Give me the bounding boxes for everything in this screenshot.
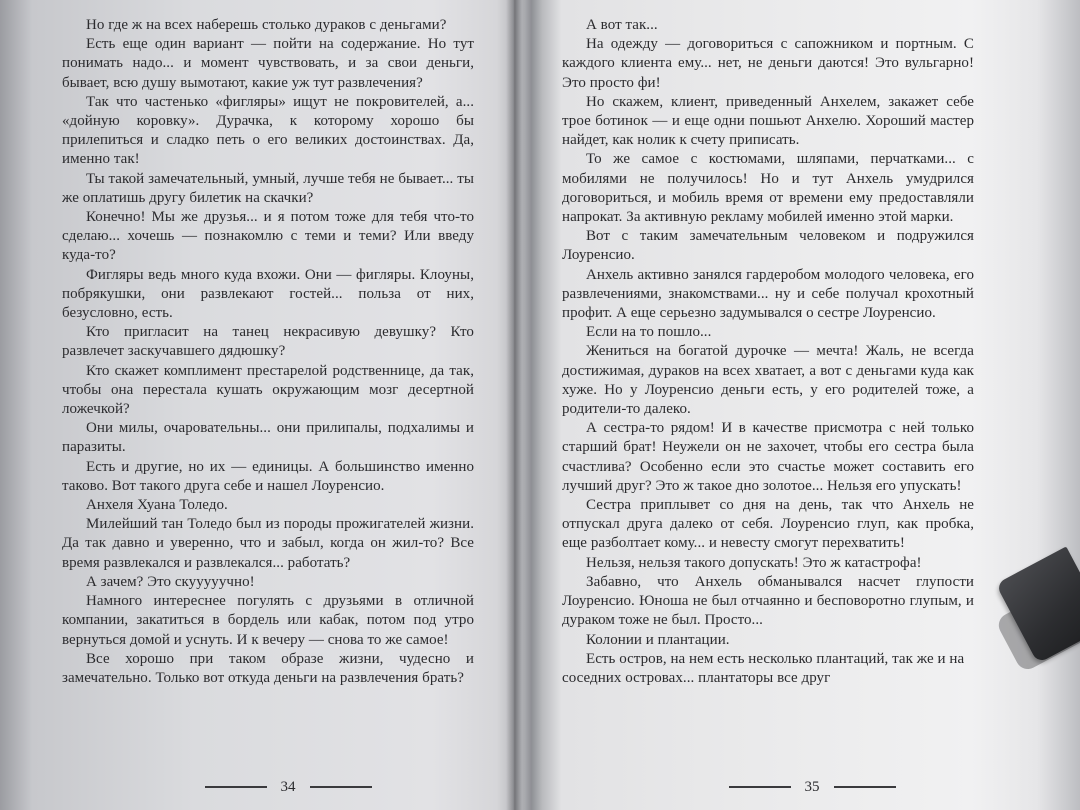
- right-page: [522, 0, 1058, 810]
- left-page: [0, 0, 506, 810]
- paragraph: Кто скажет комплимент престарелой родственнице, да так, чтобы она перестала кушать окружающим мозг десертной ложечкой?: [62, 362, 474, 418]
- paragraph: Кто пригласит на танец некрасивую девушку? Кто развлечет заскучавшего дядюшку?: [62, 324, 474, 360]
- paragraph: Если на то пошло...: [586, 324, 712, 341]
- right-page-footer: [692, 772, 932, 802]
- paragraph: Есть остров, на нем есть несколько плантаций, так же и на соседних островах... плантаторы все друг: [562, 650, 965, 686]
- page-number: 34: [280, 778, 296, 795]
- footer-rule: [205, 786, 267, 787]
- paragraph: А зачем? Это скууууучно!: [86, 573, 255, 590]
- paragraph: А вот так...: [586, 17, 658, 33]
- paragraph: Конечно! Мы же друзья... и я потом тоже для тебя что-то сделаю... хочешь — познакомлю с теми и теми? Или введу куда-то?: [62, 209, 474, 264]
- paragraph: А сестра-то рядом! И в качестве присмотра с ней только старший брат! Неужели он не захочет, чтобы его сестра была счастлива? Особенно если это счастье может составить его лучший друг? Это ж такое дно золотое... Нельзя его упускать!: [562, 420, 974, 494]
- paragraph: Милейший тан Толедо был из породы прожигателей жизни. Да так давно и уверенно, что и забыл, когда он жил-то? Все время развлекался и развлекался... работать?: [62, 516, 474, 571]
- left-page-footer: [168, 772, 408, 802]
- paragraph: Так что частенько «фигляры» ищут не покровителей, а... «дойную коровку». Дурачка, к которому хорошо бы прилепиться и сладко петь о его великих достоинствах. Да, именно так!: [62, 93, 474, 168]
- paragraph: Жениться на богатой дурочке — мечта! Жаль, не всегда достижимая, дураков на всех хватает, а вот с деньгами куда как хуже. Но у Лоуренсио деньги есть, у его родителей тоже, а родители-то далеко.: [562, 343, 974, 418]
- footer-rule: [310, 786, 372, 787]
- paragraph: Но где ж на всех наберешь столько дураков с деньгами?: [86, 17, 447, 33]
- left-page-text: [62, 16, 474, 688]
- paragraph: Анхель активно занялся гардеробом молодого человека, его развлечениями, знакомствами... ну и себе получал крохотный профит. А еще серьезно задумывался о сестре Лоуренсио.: [562, 266, 974, 322]
- paragraph: Анхеля Хуана Толедо.: [86, 497, 228, 514]
- paragraph: Есть еще один вариант — пойти на содержание. Но тут понимать надо... и момент чувствовать, и за свои деньги, бывает, всю душу вымотают, какие уж тут развлечения?: [62, 36, 474, 91]
- paragraph: То же самое с костюмами, шляпами, перчатками... с мобилями не получилось! Но и тут Анхель умудрился договориться, и мобиль время от времени ему предоставляли напрокат. За активную рекламу мобилей именно этой марки.: [562, 151, 974, 226]
- paragraph: Но скажем, клиент, приведенный Анхелем, закажет себе трое ботинок — и еще одни пошьют Анхелю. Хороший мастер найдет, как нолик к счету приписать.: [562, 93, 974, 149]
- paragraph: Колонии и плантации.: [586, 631, 730, 648]
- paragraph: Забавно, что Анхель обманывался насчет глупости Лоуренсио. Юноша не был отчаянно и бесповоротно глупым, и дураком тоже не был. Просто...: [562, 573, 974, 629]
- paragraph: На одежду — договориться с сапожником и портным. С каждого клиента ему... нет, не деньги даются! Это вульгарно! Это просто фи!: [562, 36, 974, 91]
- paragraph: Намного интереснее погулять с друзьями в отличной компании, закатиться в бордель или кабак, потом под утро вернуться домой и уснуть. И к вечеру — снова то же самое!: [62, 593, 474, 648]
- paragraph: Вот с таким замечательным человеком и подружился Лоуренсио.: [562, 228, 974, 264]
- footer-rule: [729, 786, 791, 787]
- paragraph: Сестра приплывет со дня на день, так что Анхель не отпускал друга далеко от себя. Лоуренсио глуп, как пробка, еще разболтает кому... и невесту смогут перехватить!: [562, 497, 974, 552]
- paragraph: Все хорошо при таком образе жизни, чудесно и замечательно. Только вот откуда деньги на развлечения брать?: [62, 650, 474, 686]
- book-gutter: [506, 0, 522, 810]
- paragraph: Ты такой замечательный, умный, лучше тебя не бывает... ты же оплатишь другу билетик на скачки?: [62, 170, 474, 206]
- paragraph: Есть и другие, но их — единицы. А большинство именно таково. Вот такого друга себе и нашел Лоуренсио.: [62, 458, 474, 494]
- right-page-text: [562, 16, 974, 688]
- paragraph: Фигляры ведь много куда вхожи. Они — фигляры. Клоуны, побрякушки, они развлекают гостей... польза от них, безусловно, есть.: [62, 266, 474, 322]
- page-number: 35: [804, 778, 820, 795]
- footer-rule: [834, 786, 896, 787]
- paragraph: Нельзя, нельзя такого допускать! Это ж катастрофа!: [586, 554, 922, 571]
- paragraph: Они милы, очаровательны... они прилипалы, подхалимы и паразиты.: [62, 420, 474, 456]
